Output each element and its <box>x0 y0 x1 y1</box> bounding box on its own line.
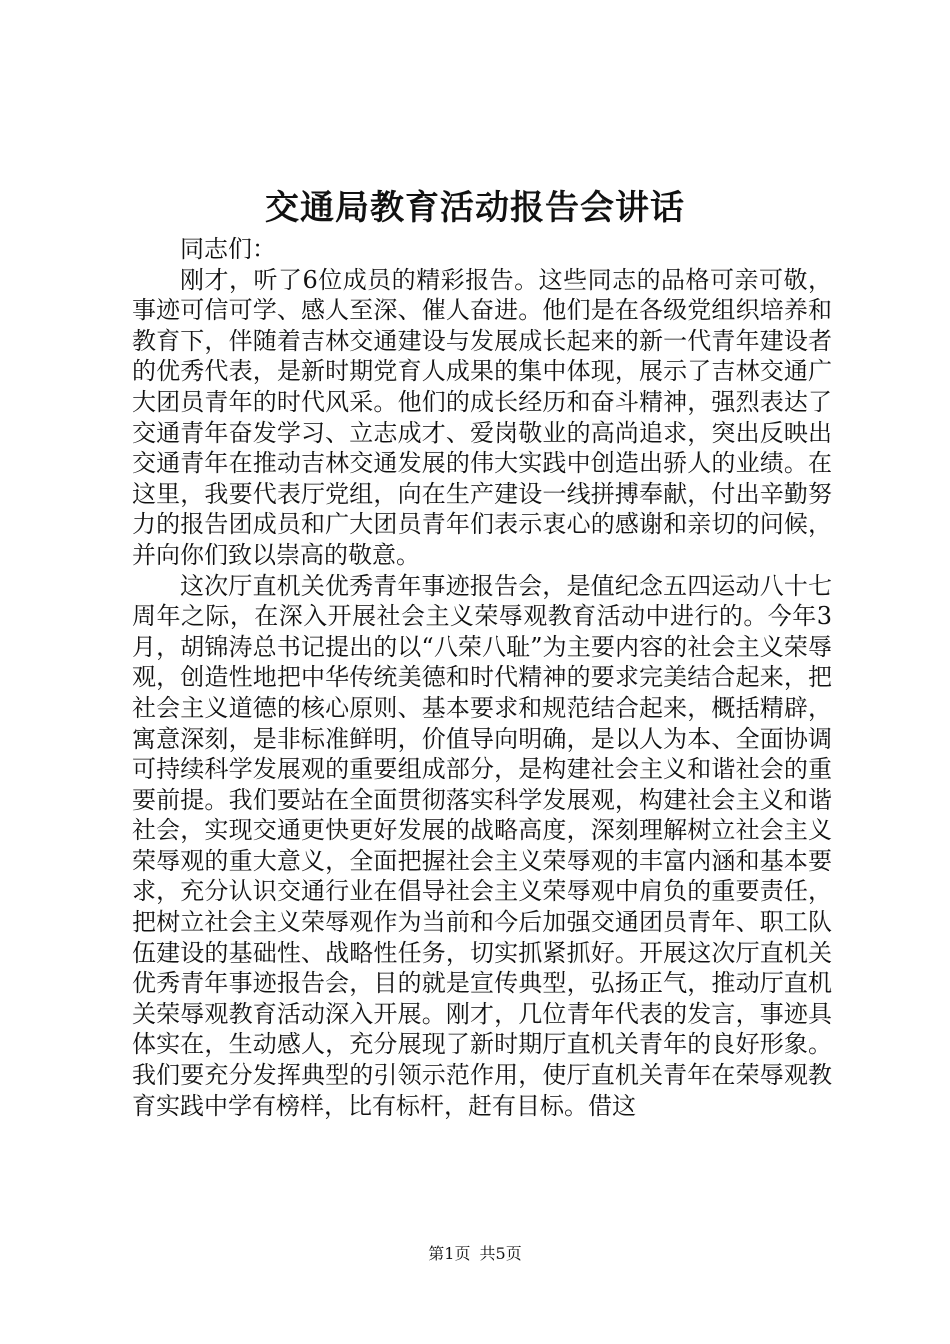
paragraph-1: 刚才，听了6位成员的精彩报告。这些同志的品格可亲可敬，事迹可信可学、感人至深、催人奋进。他们是在各级党组织培养和教育下，伴随着吉林交通建设与发展成长起来的新一代青年建设者的优秀代表，是新时期党育人成果的集中体现，展示了吉林交通广大团员青年的时代风采。他们的成长经历和奋斗精神，强烈表达了交通青年奋发学习、立志成才、爱岗敬业的高尚追求，突出反映出交通青年在推动吉林交通发展的伟大实践中创造出骄人的业绩。在这里，我要代表厅党组，向在生产建设一线拼搏奉献，付出辛勤努力的报告团成员和广大团员青年们表示衷心的感谢和亲切的问候，并向你们致以崇高的敬意。 <box>132 265 832 569</box>
paragraph-2: 这次厅直机关优秀青年事迹报告会，是值纪念五四运动八十七周年之际，在深入开展社会主义荣辱观教育活动中进行的。今年3月，胡锦涛总书记提出的以“八荣八耻”为主要内容的社会主义荣辱观，创造性地把中华传统美德和时代精神的要求完美结合起来，把社会主义道德的核心原则、基本要求和规范结合起来，概括精辟，寓意深刻，是非标准鲜明，价值导向明确，是以人为本、全面协调可持续科学发展观的重要组成部分，是构建社会主义和谐社会的重要前提。我们要站在全面贯彻落实科学发展观，构建社会主义和谐社会，实现交通更快更好发展的战略高度，深刻理解树立社会主义荣辱观的重大意义，全面把握社会主义荣辱观的丰富内涵和基本要求，充分认识交通行业在倡导社会主义荣辱观中肩负的重要责任，把树立社会主义荣辱观作为当前和今后加强交通团员青年、职工队伍建设的基础性、战略性任务，切实抓紧抓好。开展这次厅直机关优秀青年事迹报告会，目的就是宣传典型，弘扬正气，推动厅直机关荣辱观教育活动深入开展。刚才，几位青年代表的发言，事迹具体实在，生动感人，充分展现了新时期厅直机关青年的良好形象。我们要充分发挥典型的引领示范作用，使厅直机关青年在荣辱观教育实践中学有榜样，比有标杆，赶有目标。借这 <box>132 571 832 1120</box>
page-footer <box>0 1244 950 1264</box>
page-total: 共5页 <box>479 1244 522 1263</box>
document-title: 交通局教育活动报告会讲话 <box>265 188 685 228</box>
page-number: 第1页 <box>428 1244 471 1263</box>
salutation: 同志们： <box>180 235 276 263</box>
document-body <box>132 234 832 1121</box>
